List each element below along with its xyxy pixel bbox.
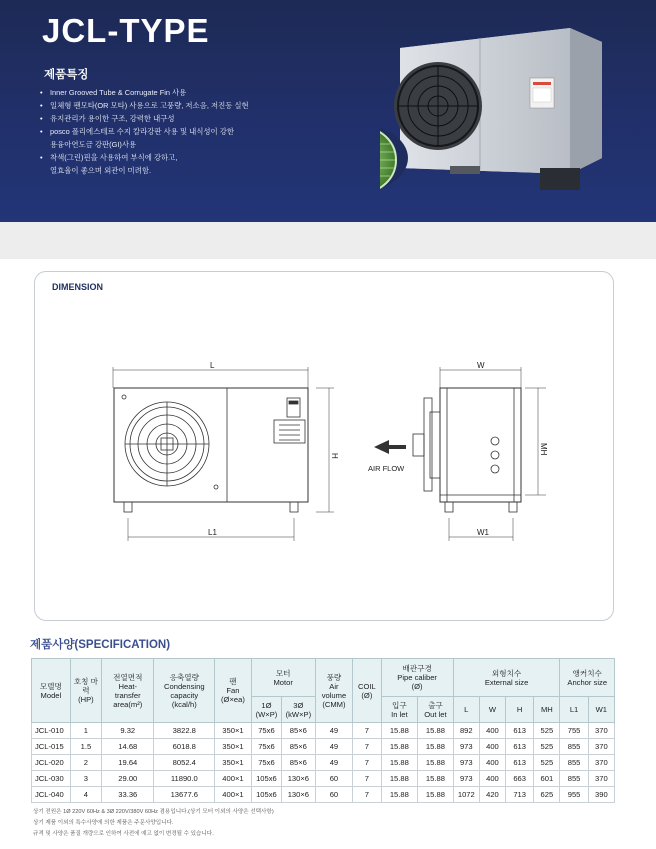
table-cell: 370 — [588, 723, 614, 739]
table-cell: 7 — [353, 755, 381, 771]
table-cell: 85×6 — [282, 723, 315, 739]
dim-MH: MH — [539, 443, 548, 456]
table-cell: 400×1 — [215, 787, 252, 803]
table-cell: 613 — [506, 755, 534, 771]
table-cell: 15.88 — [381, 739, 418, 755]
table-cell: 33.36 — [102, 787, 154, 803]
table-cell: 420 — [479, 787, 505, 803]
table-cell: 60 — [315, 787, 353, 803]
table-row — [32, 771, 615, 787]
col-anchor-l1: L1 — [560, 697, 588, 723]
table-cell: 613 — [506, 739, 534, 755]
table-cell: 350×1 — [215, 723, 252, 739]
table-row — [32, 755, 615, 771]
table-cell: 75x6 — [251, 755, 281, 771]
condensing-unit-photo — [380, 18, 610, 196]
col-outlet: 출구 Out let — [418, 697, 454, 723]
gray-separator — [0, 222, 656, 259]
col-inlet: 입구 In let — [381, 697, 418, 723]
table-cell: JCL-015 — [32, 739, 71, 755]
table-cell: 855 — [560, 755, 588, 771]
table-cell: 973 — [453, 755, 479, 771]
table-cell: 7 — [353, 723, 381, 739]
table-cell: 973 — [453, 771, 479, 787]
table-cell: 15.88 — [418, 739, 454, 755]
table-cell: 7 — [353, 771, 381, 787]
table-cell: 3 — [70, 771, 101, 787]
table-cell: 15.88 — [381, 787, 418, 803]
col-pipe: 배관구경 Pipe caliber (Ø) — [381, 659, 453, 697]
table-cell: 4 — [70, 787, 101, 803]
table-cell: 75x6 — [251, 739, 281, 755]
table-cell: 973 — [453, 739, 479, 755]
table-cell: 15.88 — [418, 787, 454, 803]
table-cell: 105x6 — [251, 771, 281, 787]
table-cell: 15.88 — [381, 755, 418, 771]
table-cell: JCL-010 — [32, 723, 71, 739]
feature-item: • 유지관리가 용이한 구조, 강력한 내구성 — [38, 112, 249, 125]
table-cell: 390 — [588, 787, 614, 803]
table-cell: 105x6 — [251, 787, 281, 803]
table-cell: 49 — [315, 755, 353, 771]
dimension-label: DIMENSION — [52, 282, 104, 292]
col-motor: 모터 Motor — [251, 659, 315, 697]
col-ext-l: L — [453, 697, 479, 723]
front-view — [113, 367, 334, 541]
table-cell: 370 — [588, 755, 614, 771]
col-anchor-w1: W1 — [588, 697, 614, 723]
table-row — [32, 787, 615, 803]
table-cell: 130×6 — [282, 771, 315, 787]
col-motor-1p: 1Ø (W×P) — [251, 697, 281, 723]
table-cell: 2 — [70, 755, 101, 771]
table-cell: 625 — [534, 787, 560, 803]
table-cell: 19.64 — [102, 755, 154, 771]
table-cell: 370 — [588, 771, 614, 787]
table-cell: JCL-020 — [32, 755, 71, 771]
note-item: 규격 및 사양은 품질 개량으로 인하여 사전에 예고 없이 변경될 수 있습니다. — [33, 831, 214, 837]
table-cell: JCL-040 — [32, 787, 71, 803]
table-cell: 613 — [506, 723, 534, 739]
table-cell: 14.68 — [102, 739, 154, 755]
dim-W: W — [477, 361, 485, 370]
table-cell: 400 — [479, 771, 505, 787]
col-ext-h: H — [506, 697, 534, 723]
col-area: 전열면적 Heat- transfer area(m²) — [102, 659, 154, 723]
feature-item: • 일체형 팬모타(OR 모타) 사용으로 고풍량, 저소음, 저진동 실현 — [38, 99, 249, 112]
table-row — [32, 739, 615, 755]
col-ext-w: W — [479, 697, 505, 723]
col-coil: COIL (Ø) — [353, 659, 381, 723]
table-cell: 60 — [315, 771, 353, 787]
table-cell: 1 — [70, 723, 101, 739]
table-cell: JCL-030 — [32, 771, 71, 787]
table-cell: 892 — [453, 723, 479, 739]
col-ext-mh: MH — [534, 697, 560, 723]
table-cell: 85×6 — [282, 739, 315, 755]
table-cell: 400 — [479, 723, 505, 739]
airflow-label: AIR FLOW — [368, 464, 405, 473]
dim-L: L — [210, 361, 215, 370]
table-cell: 855 — [560, 739, 588, 755]
col-model: 모델명 Model — [32, 659, 71, 723]
feature-item: • 착색(그린)핀을 사용하여 부식에 강하고, 열효율이 좋으며 외관이 미려함. — [38, 151, 249, 177]
table-cell: 525 — [534, 723, 560, 739]
table-cell: 855 — [560, 771, 588, 787]
notes — [33, 807, 274, 840]
table-cell: 15.88 — [418, 723, 454, 739]
table-cell: 755 — [560, 723, 588, 739]
col-anchor: 앵커치수 Anchor size — [560, 659, 615, 697]
table-cell: 370 — [588, 739, 614, 755]
dim-H-front: H — [330, 453, 339, 459]
product-title: JCL-TYPE — [42, 12, 210, 49]
table-cell: 49 — [315, 739, 353, 755]
col-external: 외형치수 External size — [453, 659, 560, 697]
table-cell: 75x6 — [251, 723, 281, 739]
table-cell: 350×1 — [215, 755, 252, 771]
table-cell: 601 — [534, 771, 560, 787]
airflow-arrow-icon — [374, 440, 406, 454]
feature-list — [38, 86, 249, 177]
table-cell: 400×1 — [215, 771, 252, 787]
table-cell: 7 — [353, 787, 381, 803]
col-capacity: 응축열량 Condensing capacity (kcal/h) — [154, 659, 215, 723]
table-cell: 130×6 — [282, 787, 315, 803]
table-cell: 49 — [315, 723, 353, 739]
table-cell: 15.88 — [381, 771, 418, 787]
table-cell: 350×1 — [215, 739, 252, 755]
table-cell: 85×6 — [282, 755, 315, 771]
table-cell: 955 — [560, 787, 588, 803]
table-cell: 663 — [506, 771, 534, 787]
features-heading: 제품특징 — [44, 69, 89, 81]
table-cell: 6018.8 — [154, 739, 215, 755]
spec-title: 제품사양(SPECIFICATION) — [30, 639, 171, 651]
table-cell: 1072 — [453, 787, 479, 803]
table-cell: 15.88 — [418, 771, 454, 787]
feature-item: • posco 폴리에스테르 수지 칼라강판 사용 및 내식성이 강한 용융아연도금 강판(GI)사용 — [38, 125, 249, 151]
table-cell: 525 — [534, 755, 560, 771]
note-item: 상기 제품 이외의 특수사양에 의한 제품은 주문사양입니다. — [33, 820, 174, 826]
spec-table — [31, 658, 615, 803]
table-cell: 3822.8 — [154, 723, 215, 739]
table-cell: 8052.4 — [154, 755, 215, 771]
col-motor-3p: 3Ø (kW×P) — [282, 697, 315, 723]
hero-banner — [0, 0, 656, 222]
side-view — [374, 367, 546, 541]
table-cell: 11890.0 — [154, 771, 215, 787]
table-cell: 9.32 — [102, 723, 154, 739]
table-cell: 713 — [506, 787, 534, 803]
col-hp: 호칭 마력 (HP) — [70, 659, 101, 723]
col-fan: 팬 Fan (Ø×ea) — [215, 659, 252, 723]
table-cell: 400 — [479, 755, 505, 771]
dim-W1: W1 — [477, 528, 489, 537]
table-cell: 15.88 — [418, 755, 454, 771]
feature-item: • Inner Grooved Tube & Corrugate Fin 사용 — [38, 86, 249, 99]
note-item: 상기 전원은 1Ø 220V 60Hz & 3Ø 220V/380V 60Hz 겸용입니다.(상기 모터 이외의 사양은 선택사항) — [33, 809, 274, 815]
table-cell: 7 — [353, 739, 381, 755]
col-air: 풍량 Air volume (CMM) — [315, 659, 353, 723]
table-row — [32, 723, 615, 739]
table-cell: 1.5 — [70, 739, 101, 755]
table-cell: 525 — [534, 739, 560, 755]
table-cell: 400 — [479, 739, 505, 755]
dimension-drawing — [34, 271, 612, 619]
table-cell: 15.88 — [381, 723, 418, 739]
table-cell: 29.00 — [102, 771, 154, 787]
dim-L1: L1 — [208, 528, 217, 537]
table-cell: 13677.6 — [154, 787, 215, 803]
